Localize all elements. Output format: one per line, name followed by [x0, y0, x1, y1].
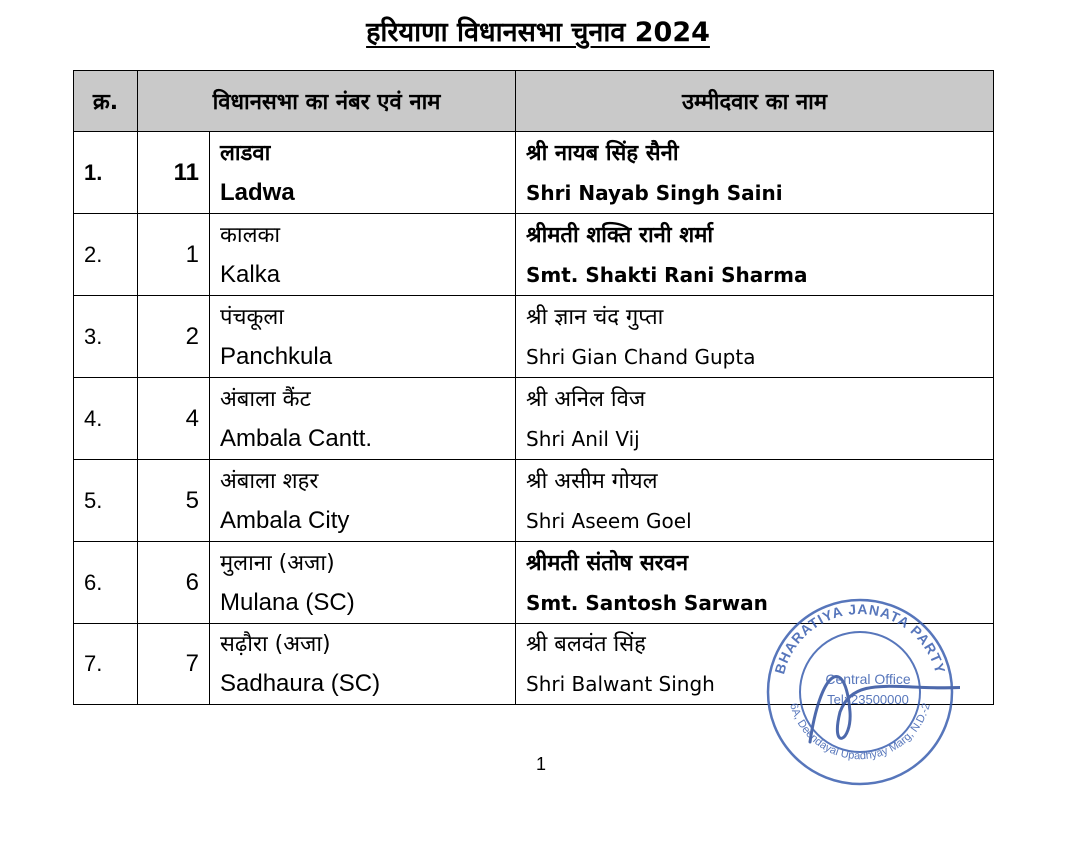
candidate-name-hindi: श्री नायब सिंह सैनी [526, 140, 679, 166]
candidate-name-english: Shri Anil Vij [526, 426, 640, 451]
constituency-cell [210, 460, 516, 542]
candidate-name-hindi: श्रीमती शक्ति रानी शर्मा [526, 222, 714, 248]
constituency-name-english: Panchkula [220, 342, 333, 370]
constituency-name-english: Kalka [220, 260, 281, 288]
serial-cell: 6. [74, 542, 138, 624]
table-row [74, 378, 994, 460]
candidate-name-english: Shri Aseem Goel [526, 508, 692, 533]
candidate-name-english: Shri Gian Chand Gupta [526, 344, 756, 369]
table-row [74, 132, 994, 214]
constituency-name-english: Ambala City [220, 506, 350, 534]
constituency-number: 11 [138, 132, 210, 214]
table-row [74, 214, 994, 296]
constituency-cell [210, 378, 516, 460]
serial-cell: 3. [74, 296, 138, 378]
constituency-number: 1 [138, 214, 210, 296]
candidate-name-hindi: श्री ज्ञान चंद गुप्ता [526, 304, 664, 330]
header-constituency: विधानसभा का नंबर एवं नाम [138, 71, 516, 132]
serial-cell: 5. [74, 460, 138, 542]
constituency-cell [210, 132, 516, 214]
candidate-cell [516, 460, 994, 542]
constituency-name-english: Sadhaura (SC) [220, 670, 381, 697]
constituency-name-hindi: कालका [220, 222, 281, 248]
document-title-text: हरियाणा विधानसभा चुनाव 2024 [366, 17, 710, 48]
candidate-name-hindi: श्रीमती संतोष सरवन [526, 550, 689, 576]
candidate-cell [516, 378, 994, 460]
header-candidate: उम्मीदवार का नाम [516, 71, 994, 132]
table-row [74, 296, 994, 378]
candidate-name-hindi: श्री अनिल विज [526, 386, 646, 412]
constituency-cell [210, 542, 516, 624]
constituency-name-hindi: मुलाना (अजा) [220, 550, 335, 576]
seal-line-1: Central Office [825, 671, 911, 687]
candidate-name-english: Smt. Santosh Sarwan [526, 590, 768, 615]
candidate-name-hindi: श्री असीम गोयल [526, 468, 658, 494]
seal-address-text: 6A, Deendayal Upadhyay Marg, N.D.-2 [787, 701, 933, 763]
constituency-number: 2 [138, 296, 210, 378]
candidate-name-english: Smt. Shakti Rani Sharma [526, 262, 808, 287]
serial-cell: 4. [74, 378, 138, 460]
constituency-number: 7 [138, 624, 210, 705]
constituency-name-english: Ambala Cantt. [220, 424, 373, 452]
constituency-name-english: Ladwa [220, 178, 295, 206]
candidate-name-english: Shri Balwant Singh [526, 672, 715, 696]
party-seal-stamp [760, 592, 960, 792]
constituency-name-hindi: सढ़ौरा (अजा) [220, 632, 331, 657]
serial-cell: 1. [74, 132, 138, 214]
header-serial: क्र. [74, 71, 138, 132]
candidate-cell [516, 132, 994, 214]
document-title [0, 12, 1076, 49]
candidate-name-english: Shri Nayab Singh Saini [526, 180, 783, 205]
table-header-row [74, 71, 994, 132]
candidate-cell [516, 214, 994, 296]
constituency-name-english: Mulana (SC) [220, 588, 355, 616]
constituency-name-hindi: अंबाला शहर [220, 468, 319, 494]
constituency-number: 6 [138, 542, 210, 624]
candidate-cell [516, 296, 994, 378]
constituency-name-hindi: पंचकूला [220, 304, 284, 330]
serial-cell: 2. [74, 214, 138, 296]
constituency-name-hindi: अंबाला कैंट [220, 386, 311, 412]
constituency-cell [210, 296, 516, 378]
page-number: 1 [535, 754, 546, 774]
candidate-name-hindi: श्री बलवंत सिंह [526, 632, 646, 657]
constituency-cell [210, 624, 516, 705]
serial-cell: 7. [74, 624, 138, 705]
seal-line-2: Tel: 23500000 [827, 692, 909, 707]
seal-ring-text: BHARATIYA JANATA PARTY [771, 600, 949, 676]
table-row [74, 460, 994, 542]
constituency-number: 5 [138, 460, 210, 542]
constituency-number: 4 [138, 378, 210, 460]
constituency-cell [210, 214, 516, 296]
constituency-name-hindi: लाडवा [220, 140, 271, 166]
